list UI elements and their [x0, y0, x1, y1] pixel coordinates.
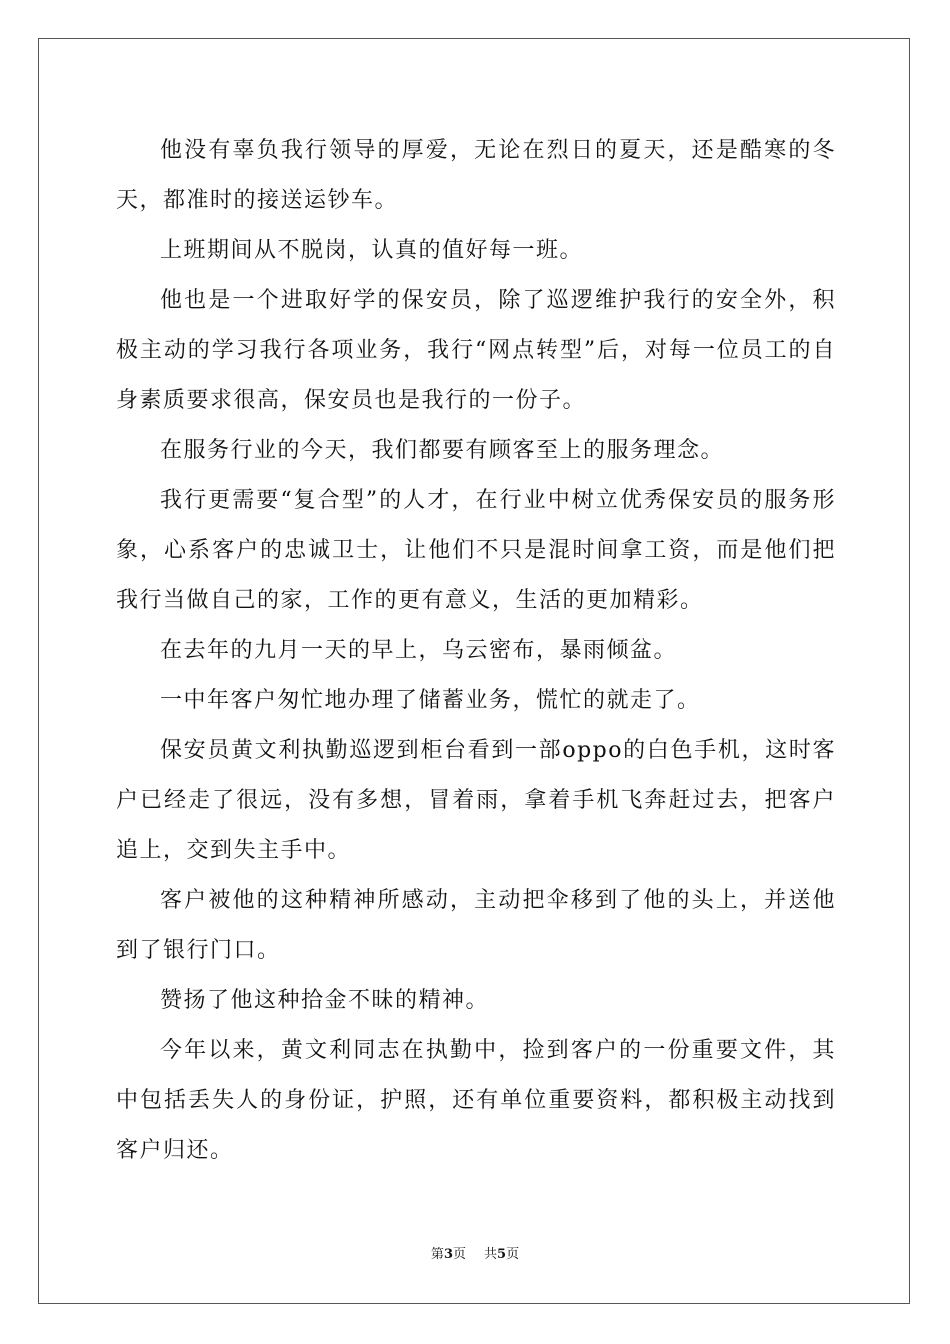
paragraph-1: 他没有辜负我行领导的厚爱，无论在烈日的夏天，还是酷寒的冬天，都准时的接送运钞车。: [116, 138, 836, 213]
page-number: [431, 1247, 466, 1262]
document-body: [116, 126, 836, 1176]
total-suffix: 页: [506, 1247, 520, 1262]
paragraph-3: 他也是一个进取好学的保安员，除了巡逻维护我行的安全外，积极主动的学习我行各项业务，我行“网点转型”后，对每一位员工的自身素质要求很高，保安员也是我行的一份子。: [116, 288, 836, 413]
paragraph-6: 在去年的九月一天的早上，乌云密布，暴雨倾盆。: [160, 638, 678, 663]
page-total: [484, 1247, 519, 1262]
paragraph-2: 上班期间从不脱岗，认真的值好每一班。: [160, 238, 584, 263]
paragraph-8: 保安员黄文利执勤巡逻到柜台看到一部oppo的白色手机，这时客户已经走了很远，没有多想，冒着雨，拿着手机飞奔赶过去，把客户追上，交到失主手中。: [116, 738, 836, 863]
paragraph-7: 一中年客户匆忙地办理了储蓄业务，慌忙的就走了。: [160, 688, 701, 713]
page-prefix: 第: [430, 1247, 444, 1262]
paragraph-10: 赞扬了他这种拾金不昧的精神。: [160, 988, 490, 1013]
page-footer: [0, 1245, 950, 1265]
paragraph-11: 今年以来，黄文利同志在执勤中，捡到客户的一份重要文件，其中包括丢失人的身份证，护照，还有单位重要资料，都积极主动找到客户归还。: [116, 1038, 836, 1163]
current-page: 3: [443, 1247, 453, 1262]
paragraph-9: 客户被他的这种精神所感动，主动把伞移到了他的头上，并送他到了银行门口。: [116, 888, 836, 963]
paragraph-4: 在服务行业的今天，我们都要有顾客至上的服务理念。: [160, 438, 725, 463]
paragraph-5: 我行更需要“复合型”的人才，在行业中树立优秀保安员的服务形象，心系客户的忠诚卫士，让他们不只是混时间拿工资，而是他们把我行当做自己的家，工作的更有意义，生活的更加精彩。: [116, 488, 836, 613]
total-prefix: 共: [484, 1247, 498, 1262]
total-pages: 5: [497, 1247, 507, 1262]
page-suffix: 页: [452, 1247, 466, 1262]
